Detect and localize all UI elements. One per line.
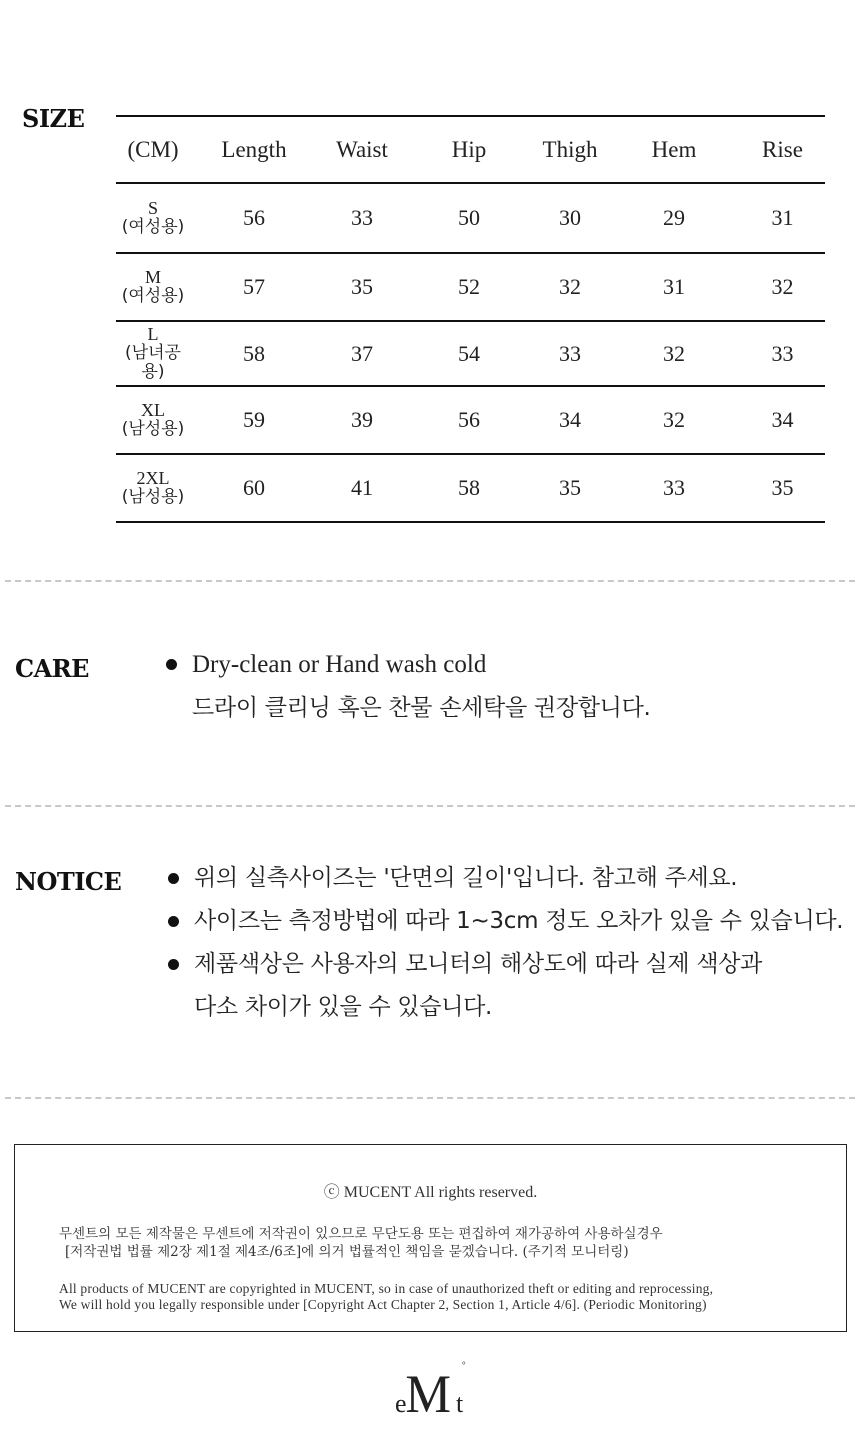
waist-value: 41 [351, 475, 373, 500]
bullet-icon [168, 916, 179, 927]
list-item [166, 687, 651, 730]
length-value: 58 [243, 340, 265, 366]
notice-item-1: 위의 실측사이즈는 '단면의 길이'입니다. 참고해 주세요. [194, 865, 738, 891]
header-length: Length [221, 136, 287, 162]
waist-value: 37 [351, 340, 373, 366]
notice-item-2: 사이즈는 측정방법에 따라 1~3cm 정도 오차가 있을 수 있습니다. [194, 908, 844, 934]
section-divider [5, 1097, 855, 1099]
size-cell [116, 183, 190, 253]
copyright-box [14, 1144, 847, 1332]
hem-value: 32 [663, 340, 685, 366]
table-row [116, 253, 825, 321]
size-section-label: SIZE [22, 104, 85, 133]
rise-value: 32 [771, 274, 794, 299]
size-code: XL [141, 400, 165, 420]
size-table-header-row [116, 116, 825, 183]
copyright-ko-line2: [저작권법 법률 제2장 제1절 제4조/6조]에 의거 법률적인 책임을 묻겠습니다. (주기적 모니터링) [65, 1244, 629, 1260]
notice-section-label: NOTICE [15, 867, 122, 896]
hem-value: 29 [663, 205, 685, 230]
hip-value: 54 [458, 340, 480, 366]
size-cell [116, 454, 190, 522]
copyright-en-line1: All products of MUCENT are copyrighted in MUCENT, so in case of unauthorized theft or editing and reprocessing, [59, 1281, 714, 1296]
header-thigh: Thigh [542, 136, 598, 162]
length-value: 56 [243, 205, 265, 230]
size-cell [116, 386, 190, 454]
waist-value: 35 [351, 274, 373, 299]
size-code: 2XL [136, 468, 170, 488]
hip-value: 58 [458, 475, 480, 500]
list-item [168, 986, 843, 1029]
size-gender: (여성용) [121, 286, 185, 306]
bullet-icon [168, 873, 179, 884]
hip-value: 50 [458, 205, 480, 230]
care-list [166, 643, 651, 730]
header-hem: Hem [651, 136, 697, 162]
length-value: 57 [243, 274, 265, 299]
copyright-korean [59, 1225, 663, 1261]
size-cell [116, 253, 190, 321]
bullet-icon [168, 959, 179, 970]
header-unit: (CM) [127, 136, 179, 162]
rise-value: 33 [771, 340, 794, 366]
notice-item-3: 제품색상은 사용자의 모니터의 해상도에 따라 실제 색상과 [194, 951, 763, 977]
thigh-value: 30 [559, 205, 581, 230]
copyright-en-line2: We will hold you legally responsible under [Copyright Act Chapter 2, Section 1, Article 4/6]. (Periodic Monitoring) [59, 1297, 707, 1312]
hip-value: 52 [458, 274, 480, 299]
waist-value: 39 [351, 407, 373, 432]
size-code: M [144, 267, 161, 287]
copyright-ko-line1: 무센트의 모든 제작물은 무센트에 저작권이 있으므로 무단도용 또는 편집하여 재가공하여 사용하실경우 [59, 1226, 663, 1242]
copyright-title: ⓒ MUCENT All rights reserved. [323, 1184, 538, 1201]
table-row [116, 386, 825, 454]
thigh-value: 32 [559, 274, 581, 299]
size-gender: (남성용) [121, 487, 185, 507]
size-gender: (여성용) [121, 217, 185, 237]
size-cell [116, 321, 190, 386]
hem-value: 33 [663, 475, 685, 500]
care-line-en: Dry-clean or Hand wash cold [192, 651, 487, 678]
section-divider [5, 805, 855, 807]
size-code: S [147, 198, 158, 218]
waist-value: 33 [351, 205, 373, 230]
mucent-logo [394, 1360, 474, 1420]
thigh-value: 35 [559, 475, 581, 500]
size-code: L [147, 324, 159, 344]
rise-value: 31 [771, 205, 794, 230]
notice-item-3-continued: 다소 차이가 있을 수 있습니다. [194, 994, 493, 1020]
section-divider [5, 580, 855, 582]
hem-value: 32 [663, 407, 685, 432]
size-gender: (남녀공용) [125, 343, 181, 382]
length-value: 60 [243, 475, 265, 500]
logo-registered-mark: ° [462, 1360, 466, 1370]
logo-letter-m: M [405, 1364, 452, 1420]
length-value: 59 [243, 407, 265, 432]
hip-value: 56 [458, 407, 480, 432]
table-row [116, 454, 825, 522]
header-rise: Rise [762, 136, 803, 162]
list-item [168, 857, 843, 900]
size-table [116, 115, 825, 523]
notice-list [168, 857, 843, 1029]
list-item [168, 900, 843, 943]
care-section-label: CARE [15, 654, 89, 683]
logo-letter-t: t [456, 1389, 464, 1418]
thigh-value: 34 [559, 407, 581, 432]
logo-letter-e: e [395, 1389, 407, 1418]
copyright-english [59, 1281, 713, 1313]
table-row [116, 321, 825, 386]
list-item [168, 943, 843, 986]
care-line-ko: 드라이 클리닝 혹은 찬물 손세탁을 권장합니다. [192, 695, 651, 721]
rise-value: 35 [771, 475, 794, 500]
thigh-value: 33 [559, 340, 581, 366]
header-hip: Hip [451, 136, 487, 162]
rise-value: 34 [771, 407, 794, 432]
hem-value: 31 [663, 274, 685, 299]
list-item [166, 643, 651, 687]
header-waist: Waist [336, 136, 388, 162]
table-row [116, 183, 825, 253]
bullet-icon [166, 659, 177, 670]
size-gender: (남성용) [121, 419, 185, 439]
